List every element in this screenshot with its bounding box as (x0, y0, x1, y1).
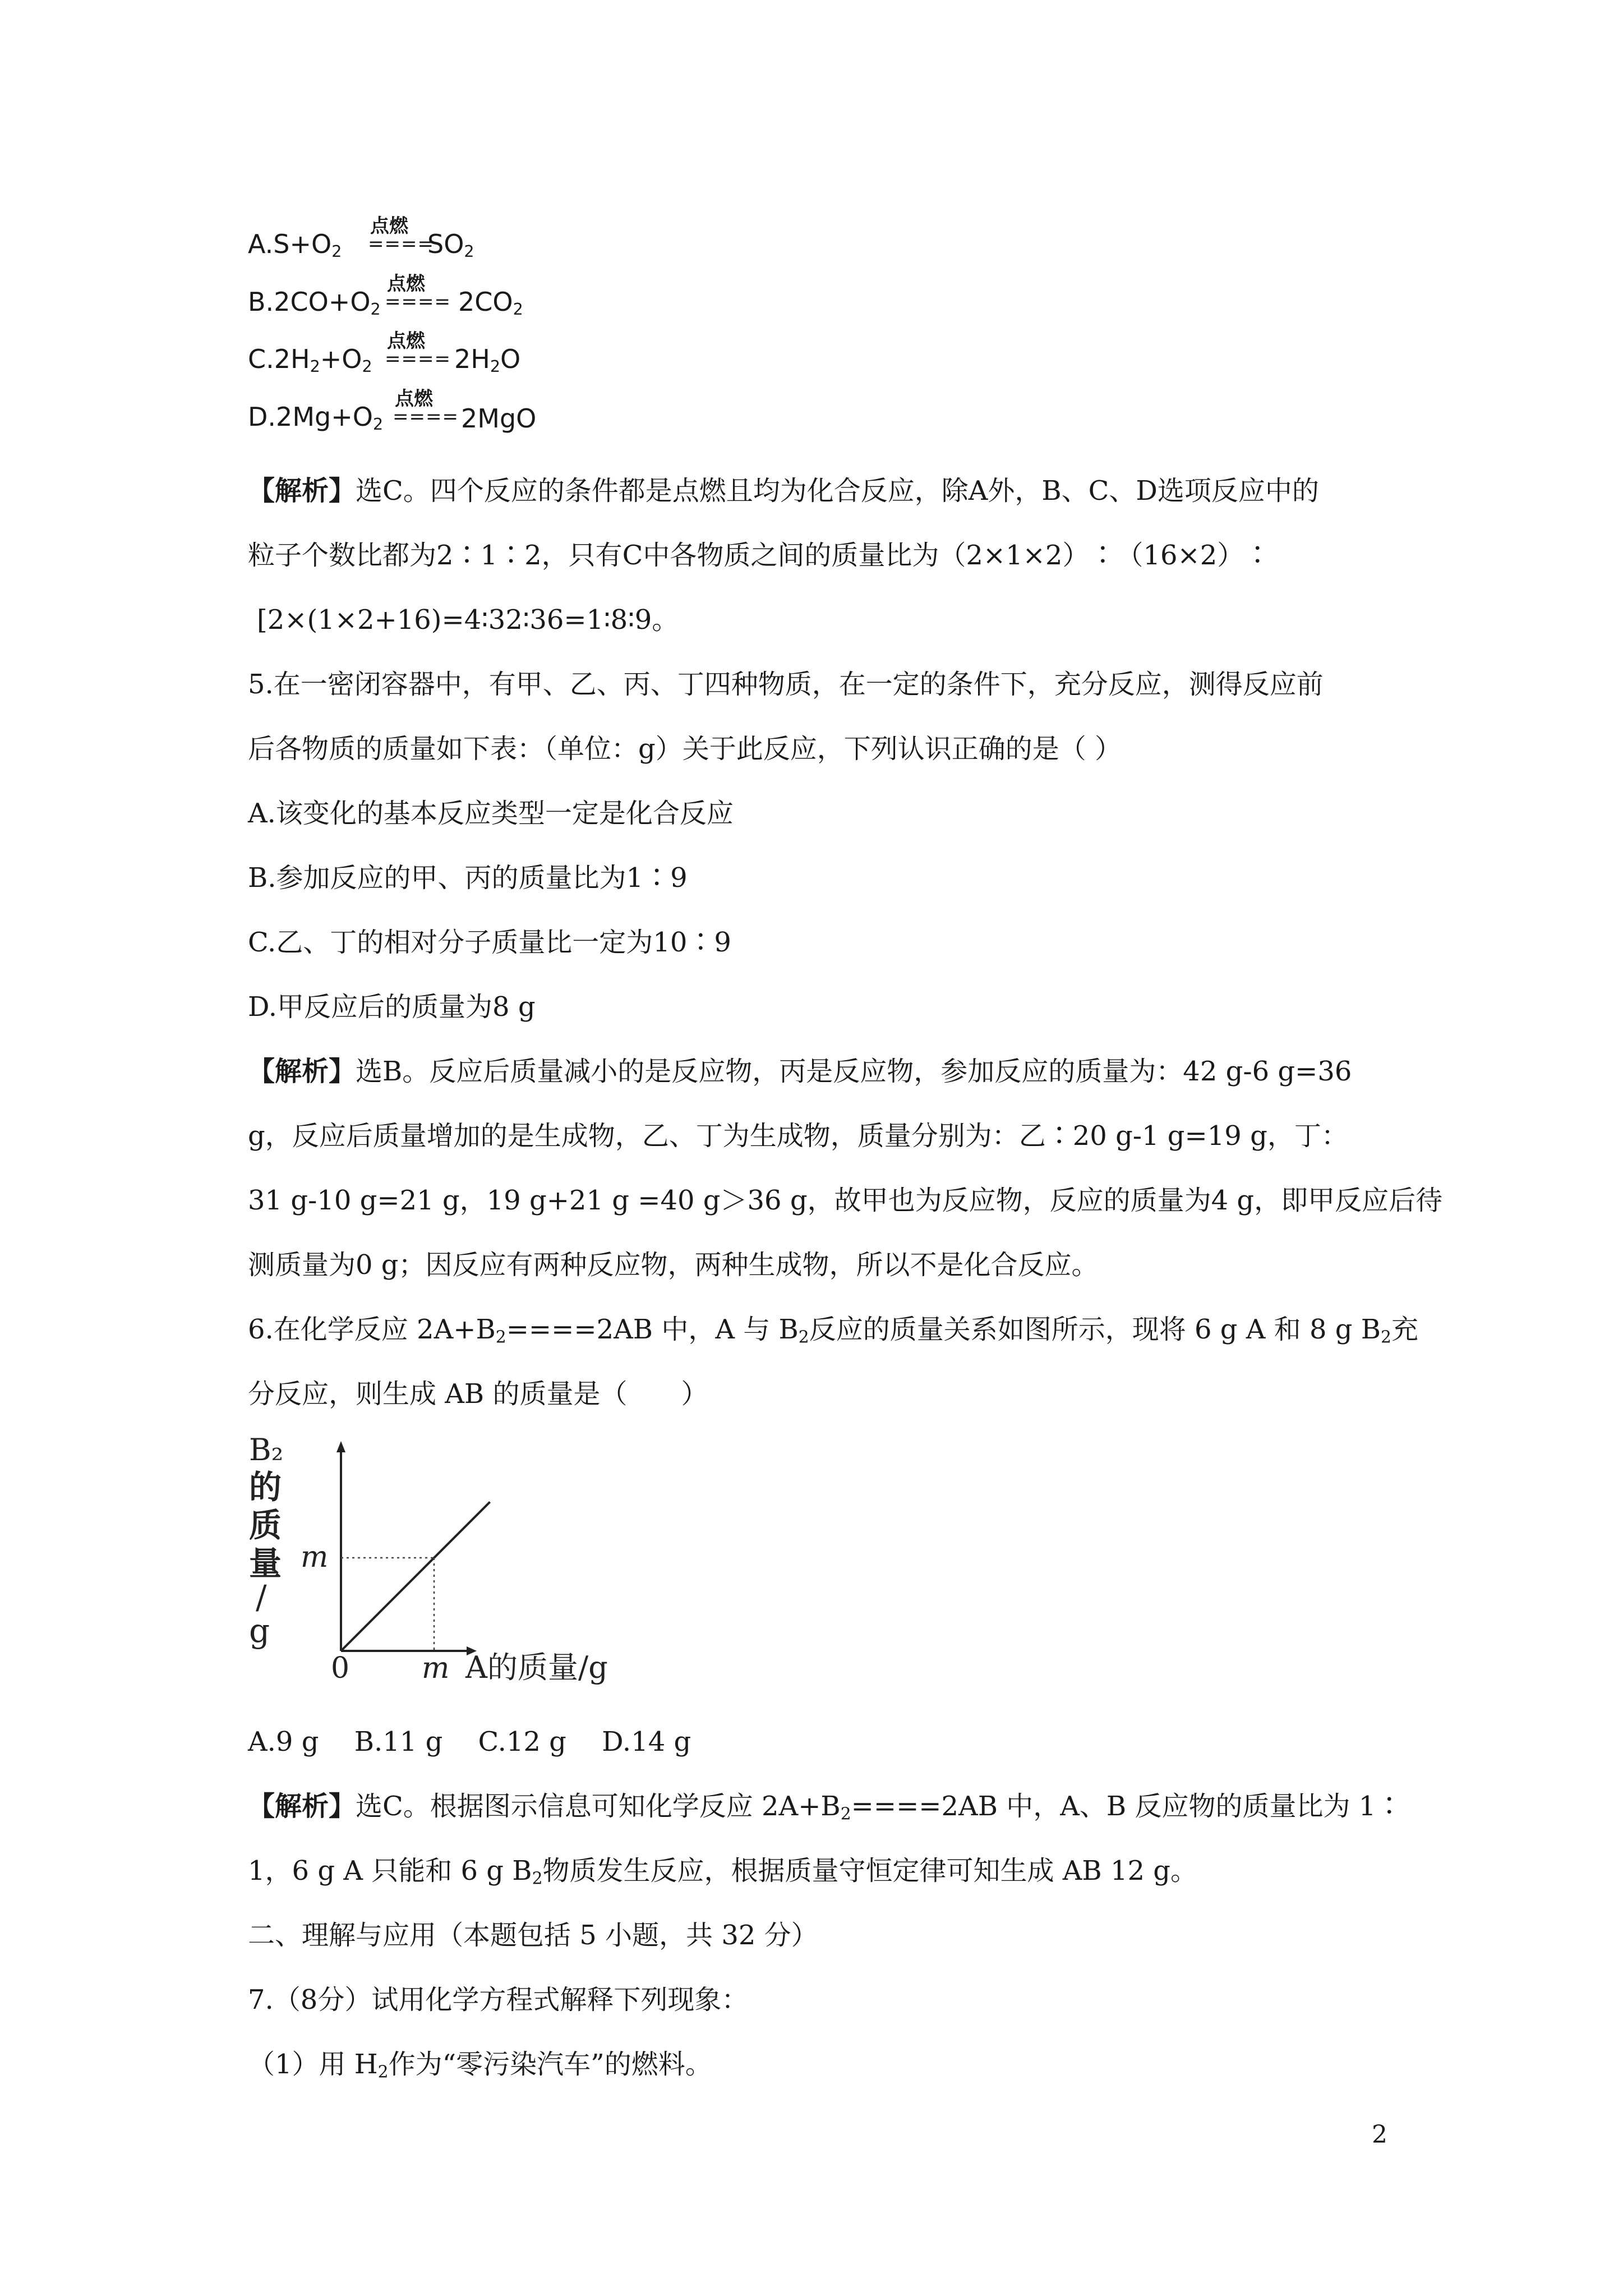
y-axis-label-char: 的 (249, 1468, 282, 1506)
q5-option-a: A.该变化的基本反应类型一定是化合反应 (248, 798, 734, 829)
equals-sign: ==== (385, 348, 451, 370)
q6-stem-line-1: 6.在化学反应 $2A+B_2====2AB$ 中，A 与 $B_2$反应的质量关系如图所示，现将 6 g A 和 8 g $B_2$充 (248, 1314, 1418, 1347)
analysis-tag: 【解析】 (248, 1791, 356, 1822)
y-axis-label-char: 量 (249, 1544, 282, 1582)
analysis-tag: 【解析】 (248, 1056, 356, 1087)
analysis-tag: 【解析】 (248, 475, 356, 507)
q4-option-b: $B.2CO+O_2$ 点燃 ==== $2CO_2$ (248, 268, 584, 319)
q5-option-b: B.参加反应的甲、丙的质量比为1∶9 (248, 862, 688, 894)
q5-analysis-line-3: 31 g-10 g=21 g，19 g+21 g =40 g＞36 g，故甲也为反应物，反应的质量为4 g，即甲反应后待 (248, 1185, 1443, 1216)
y-axis-label-char: 质 (249, 1506, 282, 1544)
y-axis-label-char: g (249, 1612, 270, 1650)
origin-label: 0 (331, 1651, 350, 1685)
series-line (341, 1502, 490, 1651)
y-axis-arrow (336, 1441, 345, 1452)
q7-sub-1: （1）用 $H_2$作为“零污染汽车”的燃料。 (248, 2049, 712, 2082)
q4-option-a: $A.S+O_2$ 点燃 ==== $SO_2$ (248, 210, 584, 261)
page-number: 2 (1372, 2120, 1387, 2149)
q6-stem-line-2: 分反应，则生成 AB 的质量是（ ） (248, 1378, 708, 1410)
equals-sign: ==== (393, 406, 459, 428)
q7-stem: 7.（8分）试用化学方程式解释下列现象： (248, 1984, 749, 2016)
reaction-condition: 点燃 (387, 330, 425, 352)
q4-analysis-line-3: [2×(1×2+16)=4∶32∶36=1∶8∶9。 (257, 604, 679, 636)
y-axis-label-group (249, 1433, 283, 1650)
q5-option-d: D.甲反应后的质量为8 g (248, 991, 536, 1023)
q4-option-c: $C.2H_2+O_2$ 点燃 ==== $2H_2O$ (248, 325, 584, 376)
q4-analysis-line-1: 【解析】选C。四个反应的条件都是点燃且均为化合反应，除A外，B、C、D选项反应中的 (248, 475, 1319, 507)
equals-sign: ==== (385, 291, 451, 313)
q5-stem-line-1: 5.在一密闭容器中，有甲、乙、丙、丁四种物质，在一定的条件下，充分反应，测得反应前 (248, 669, 1324, 700)
q6-analysis-line-2: 1，6 g A 只能和 6 g $B_2$物质发生反应，根据质量守恒定律可知生成 AB 12 g。 (248, 1855, 1198, 1889)
q4-option-d: $D.2Mg+O_2$ 点燃 ==== 2MgO (248, 383, 584, 434)
equals-sign: ==== (368, 233, 434, 255)
reaction-condition: 点燃 (387, 273, 425, 295)
y-axis-label-char: B₂ (249, 1433, 284, 1467)
q5-stem-line-2: 后各物质的质量如下表：（单位：g）关于此反应，下列认识正确的是（ ） (248, 733, 1122, 765)
q5-analysis-line-4: 测质量为0 g；因反应有两种反应物，两种生成物，所以不是化合反应。 (248, 1249, 1099, 1281)
q5-option-c: C.乙、丁的相对分子质量比一定为10∶9 (248, 927, 731, 958)
section-2-heading: 二、理解与应用（本题包括 5 小题，共 32 分） (248, 1920, 818, 1951)
mass-relation-chart (247, 1433, 651, 1703)
y-tick-label: m (301, 1540, 329, 1574)
reaction-condition: 点燃 (370, 215, 408, 237)
y-axis-label-char: / (256, 1578, 267, 1616)
q5-analysis-line-2: g，反应后质量增加的是生成物，乙、丁为生成物，质量分别为：乙∶20 g-1 g=19 g，丁： (248, 1120, 1348, 1152)
q6-options: A.9 g B.11 g C.12 g D.14 g (248, 1726, 691, 1757)
q4-analysis-line-2: 粒子个数比都为2∶1∶2，只有C中各物质之间的质量比为（2×1×2）∶（16×2）∶ (248, 540, 1271, 571)
q5-analysis-line-1: 【解析】选B。反应后质量减小的是反应物，丙是反应物，参加反应的质量为：42 g-6 g=36 (248, 1056, 1352, 1087)
q6-analysis-line-1: 【解析】选C。根据图示信息可知化学反应 $2A+B_2====2AB$ 中，A、B 反应物的质量比为 1∶ (248, 1791, 1403, 1824)
x-tick-label: m (422, 1651, 450, 1685)
x-axis-label: A的质量/g (465, 1650, 608, 1685)
reaction-condition: 点燃 (395, 388, 433, 410)
